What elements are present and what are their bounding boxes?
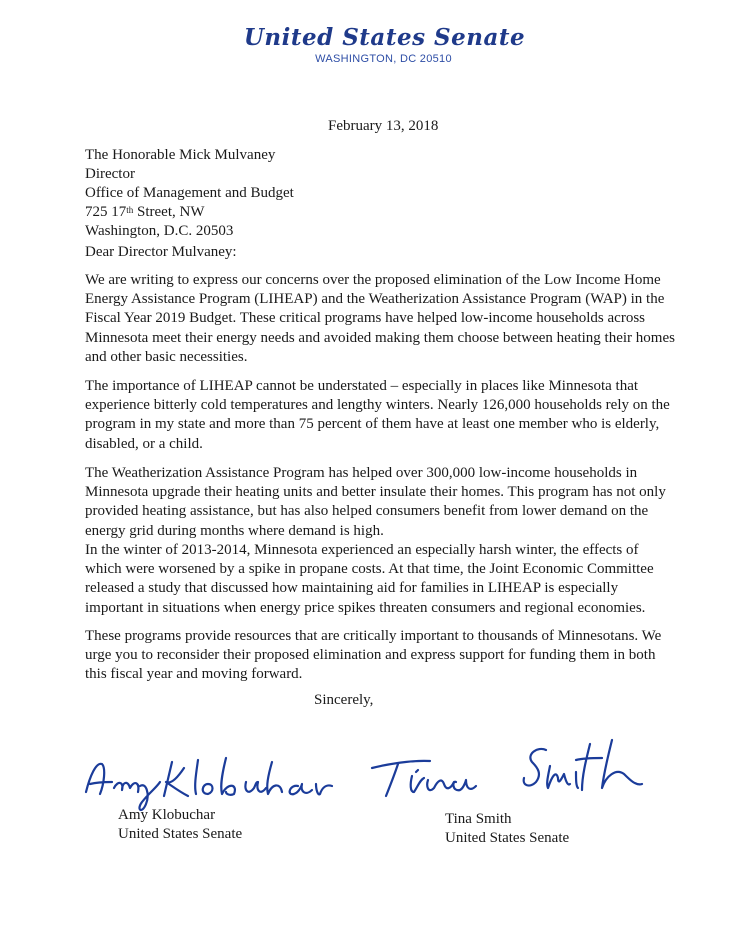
signer-title: United States Senate xyxy=(118,826,243,842)
street-suffix: th xyxy=(126,205,134,215)
salutation: Dear Director Mulvaney: xyxy=(85,244,237,260)
recipient-office: Office of Management and Budget xyxy=(85,185,294,201)
closing: Sincerely, xyxy=(314,692,374,708)
recipient-address xyxy=(85,146,294,241)
signer-block-smith xyxy=(445,810,569,848)
street-rest: Street, NW xyxy=(133,204,205,220)
letter-date: February 13, 2018 xyxy=(328,118,439,134)
recipient-street xyxy=(85,203,294,222)
letterhead-title: United States Senate xyxy=(243,24,526,51)
body-paragraph: These programs provide resources that are critically important to thousands of Minnesotans. We urge you to reconsider their proposed elimination and express support for funding them in both this fiscal year and moving forward. xyxy=(85,628,662,683)
body-paragraph: The Weatherization Assistance Program has helped over 300,000 low-income households in Minnesota upgrade their heating units and better insulate their homes. This program has not only provided heating assistance, but has also helped consumers benefit from lower demand on the energy grid during months where demand is high. xyxy=(85,465,666,539)
letterhead xyxy=(0,24,755,65)
letterhead-location: WASHINGTON, DC 20510 xyxy=(315,53,452,65)
body-paragraph: The importance of LIHEAP cannot be understated – especially in places like Minnesota that experience bitterly cold temperatures and lengthy winters. Nearly 126,000 households rely on the program in my state and more than 75 percent of them have at least one member who is elderly, disabled, or a child. xyxy=(85,378,670,452)
recipient-city: Washington, D.C. 20503 xyxy=(85,223,234,239)
signer-name: Amy Klobuchar xyxy=(118,807,216,823)
recipient-title: Director xyxy=(85,166,135,182)
signature-smith xyxy=(368,728,648,813)
signer-block-klobuchar xyxy=(118,806,242,844)
signer-name: Tina Smith xyxy=(445,811,512,827)
recipient-name: The Honorable Mick Mulvaney xyxy=(85,147,276,163)
body-paragraph: We are writing to express our concerns over the proposed elimination of the Low Income Home Energy Assistance Program (LIHEAP) and the Weatherization Assistance Program (WAP) in the Fiscal Year 2019 Budget. These critical programs have helped low-income households across Minnesota meet their energy needs and avoided making them choose between heating their homes and other basic necessities. xyxy=(85,272,675,365)
body-paragraph: In the winter of 2013-2014, Minnesota experienced an especially harsh winter, the effects of which were worsened by a spike in propane costs. At that time, the Joint Economic Committee released a study that discussed how maintaining aid for families in LIHEAP is especially important in situations when energy price spikes threaten consumers and regional economies. xyxy=(85,542,654,616)
signer-title: United States Senate xyxy=(445,830,570,846)
street-number: 725 17 xyxy=(85,204,127,220)
